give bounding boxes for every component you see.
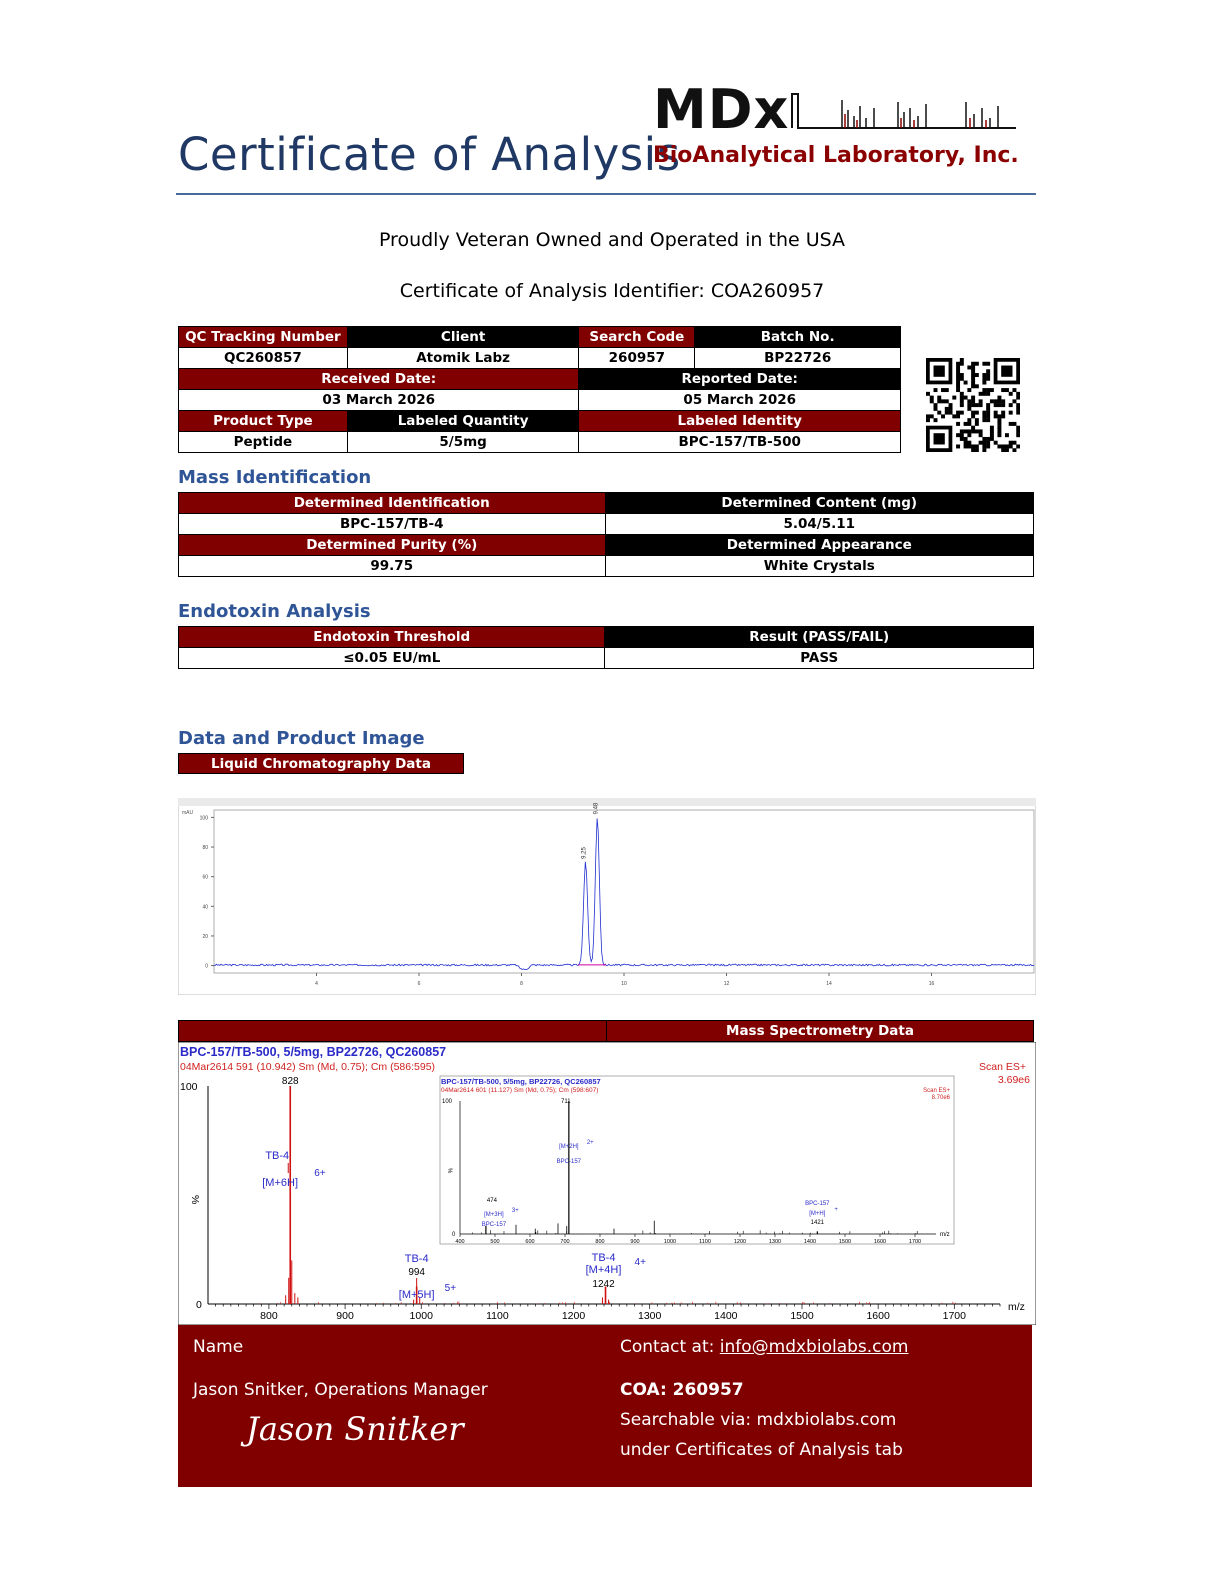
product-type-header: Product Type: [179, 411, 348, 432]
ms-inset-title: BPC-157/TB-500, 5/5mg, BP22726, QC260857: [441, 1077, 601, 1086]
data-section-heading: Data and Product Image: [178, 728, 425, 749]
endotoxin-heading: Endotoxin Analysis: [178, 601, 371, 622]
ms-inset-annotation-charge: 2+: [586, 1140, 594, 1146]
mass-spectrum: [178, 1042, 1036, 1325]
search-code-value: 260957: [579, 348, 695, 369]
client-header: Client: [347, 327, 579, 348]
ms-inset-subtitle: 04Mar2614 601 (11.127) Sm (Md, 0.75); Cm (598:607): [441, 1087, 599, 1094]
ms-peak-label: 828: [281, 1076, 299, 1087]
ms-data-bar: [178, 1020, 1034, 1042]
lc-y-tick-label: 80: [202, 845, 208, 852]
ms-inset-x-tick-label: 700: [560, 1239, 570, 1245]
ms-inset-annotation-ion: [M+2H]: [559, 1144, 579, 1150]
ms-inset-x-tick-label: 900: [630, 1239, 640, 1245]
mass-identification-heading: Mass Identification: [178, 467, 372, 488]
ms-peak-label: 1242: [592, 1279, 615, 1290]
ms-y-tick-label: 100: [180, 1081, 198, 1093]
ms-inset-x-tick-label: 1400: [803, 1239, 817, 1245]
determined-appearance-header: Determined Appearance: [605, 535, 1034, 556]
ms-x-tick-label: 1700: [942, 1310, 966, 1322]
ms-inset-y-tick-label: 0: [452, 1232, 456, 1238]
ms-inset-x-tick-label: 1600: [873, 1239, 887, 1245]
lc-x-tick-label: 14: [826, 981, 832, 987]
determined-content-value: 5.04/5.11: [605, 514, 1034, 535]
ms-x-tick-label: 1300: [638, 1310, 662, 1322]
ms-inset-annotation-charge: 3+: [511, 1208, 519, 1214]
result-header: Result (PASS/FAIL): [605, 627, 1034, 648]
ms-inset-x-tick-label: 1100: [699, 1239, 711, 1245]
labeled-identity-value: BPC-157/TB-500: [579, 432, 901, 453]
coa-identifier: Certificate of Analysis Identifier: COA260957: [399, 280, 825, 302]
ms-inset-x-tick-label: 1700: [908, 1239, 922, 1245]
endotoxin-threshold-value: ≤0.05 EU/mL: [179, 648, 605, 669]
lc-plot-area: [214, 810, 1034, 973]
ms-x-tick-label: 800: [260, 1310, 278, 1322]
ms-inset-x-tick-label: 1300: [768, 1239, 782, 1245]
signature-image: Jason Snitker: [246, 1410, 464, 1448]
batch-value: BP22726: [695, 348, 901, 369]
ms-inset-x-tick-label: 1000: [663, 1239, 677, 1245]
ms-inset-x-tick-label: 1200: [733, 1239, 747, 1245]
lc-data-label: Liquid Chromatography Data: [178, 753, 464, 774]
contact-line: [620, 1337, 908, 1357]
received-date-value: 03 March 2026: [179, 390, 579, 411]
ms-scan-value: 3.69e6: [997, 1074, 1030, 1086]
ms-inset-annotation-ion: [M+3H]: [484, 1212, 504, 1218]
ms-peak-label: 994: [408, 1267, 426, 1278]
ms-annotation-charge: 5+: [444, 1283, 457, 1294]
lc-y-tick-label: 0: [205, 963, 208, 970]
ms-subtitle: 04Mar2614 591 (10.942) Sm (Md, 0.75); Cm (586:595): [180, 1061, 436, 1073]
tagline: Proudly Veteran Owned and Operated in the USA: [378, 229, 846, 251]
header-divider: [176, 193, 1036, 195]
ms-x-tick-label: 1500: [790, 1310, 814, 1322]
determined-purity-value: 99.75: [179, 556, 606, 577]
determined-content-header: Determined Content (mg): [605, 493, 1034, 514]
signature-footer: [178, 1325, 1032, 1487]
product-type-value: Peptide: [179, 432, 348, 453]
company-name: BioAnalytical Laboratory, Inc.: [653, 143, 1019, 168]
determined-purity-header: Determined Purity (%): [179, 535, 606, 556]
contact-label: Contact at:: [620, 1337, 720, 1357]
ms-inset-scan-label: Scan ES+: [923, 1088, 950, 1094]
result-value: PASS: [605, 648, 1034, 669]
lc-y-tick-label: 20: [202, 933, 208, 940]
searchable-text: Searchable via: mdxbiolabs.com: [620, 1410, 897, 1430]
company-logo-text: MDx: [653, 78, 790, 141]
ms-x-tick-label: 1600: [866, 1310, 890, 1322]
lc-y-tick-label: 100: [199, 815, 208, 822]
client-value: Atomik Labz: [347, 348, 579, 369]
email-link[interactable]: info@mdxbiolabs.com: [719, 1337, 909, 1357]
lc-y-tick-label: 60: [202, 874, 208, 881]
certificates-tab-text: under Certificates of Analysis tab: [620, 1440, 903, 1460]
ms-inset: [440, 1076, 954, 1245]
lc-x-tick-label: 16: [928, 981, 935, 987]
ms-x-tick-label: 1100: [486, 1310, 509, 1322]
ms-x-tick-label: 1200: [561, 1310, 586, 1322]
ms-annotation-name: TB-4: [591, 1252, 616, 1264]
labeled-quantity-value: 5/5mg: [347, 432, 579, 453]
coa-number: COA: 260957: [620, 1380, 744, 1400]
ms-inset-annotation-name: BPC-157: [556, 1159, 582, 1165]
ms-inset-peak-label: 1421: [810, 1220, 825, 1226]
ms-annotation-charge: 4+: [634, 1257, 646, 1268]
determined-identification-header: Determined Identification: [179, 493, 606, 514]
name-label: Name: [193, 1337, 244, 1357]
ms-title: BPC-157/TB-500, 5/5mg, BP22726, QC260857: [180, 1045, 447, 1059]
qr-code-icon: [926, 358, 1020, 452]
lc-x-tick-label: 4: [315, 981, 318, 987]
sample-info-table: [178, 326, 901, 453]
ms-x-tick-label: 1400: [714, 1310, 738, 1322]
qc-tracking-header: QC Tracking Number: [179, 327, 348, 348]
signer-name: Jason Snitker, Operations Manager: [193, 1380, 488, 1400]
lc-y-label: mAU: [182, 810, 194, 816]
batch-header: Batch No.: [695, 327, 901, 348]
ms-inset-scan-value: 8.70e6: [931, 1095, 950, 1101]
determined-appearance-value: White Crystals: [605, 556, 1034, 577]
search-code-header: Search Code: [579, 327, 695, 348]
qc-tracking-value: QC260857: [179, 348, 348, 369]
document-title: Certificate of Analysis: [178, 128, 681, 181]
ms-inset-annotation-charge: +: [834, 1207, 838, 1213]
lc-header-strip: [178, 798, 1036, 806]
ms-inset-x-tick-label: 1500: [838, 1239, 852, 1245]
ms-inset-y-label: %: [446, 1168, 452, 1174]
lc-y-tick-label: 40: [202, 904, 208, 911]
ms-inset-x-label: m/z: [940, 1232, 950, 1238]
ms-data-label: Mass Spectrometry Data: [726, 1023, 914, 1039]
ms-x-label: m/z: [1008, 1301, 1025, 1313]
ms-scan-label: Scan ES+: [979, 1061, 1026, 1073]
ms-annotation-name: TB-4: [265, 1150, 290, 1162]
ms-inset-y-tick-label: 100: [442, 1099, 453, 1105]
received-date-header: Received Date:: [179, 369, 579, 390]
ms-y-label: %: [189, 1195, 201, 1205]
ms-annotation-ion: [M+4H]: [585, 1264, 622, 1276]
ms-inset-peak-label: 474: [486, 1198, 497, 1204]
determined-identification-value: BPC-157/TB-4: [179, 514, 606, 535]
ms-inset-x-tick-label: 500: [490, 1239, 500, 1245]
lc-x-tick-label: 6: [417, 981, 421, 987]
ms-inset-x-tick-label: 400: [455, 1239, 465, 1245]
ms-inset-annotation-ion: [M+H]: [809, 1211, 826, 1217]
endotoxin-table: [178, 626, 1034, 669]
ms-annotation-ion: [M+6H]: [262, 1177, 299, 1189]
ms-inset-frame: [440, 1076, 954, 1244]
labeled-identity-header: Labeled Identity: [579, 411, 901, 432]
ms-annotation-charge: 6+: [314, 1168, 326, 1179]
ms-annotation-ion: [M+5H]: [398, 1289, 435, 1301]
lc-peak-label: 9.48: [593, 802, 600, 815]
endotoxin-threshold-header: Endotoxin Threshold: [179, 627, 605, 648]
ms-y-tick-label: 0: [196, 1299, 202, 1311]
lc-x-tick-label: 10: [621, 981, 627, 987]
ms-inset-peak-label: 711: [561, 1099, 571, 1105]
ms-inset-x-tick-label: 800: [595, 1239, 605, 1245]
lc-x-tick-label: 12: [723, 981, 730, 987]
ms-inset-annotation-name: BPC-157: [481, 1222, 507, 1228]
lc-chromatogram: [178, 798, 1036, 995]
mass-identification-table: [178, 492, 1034, 577]
ms-inset-x-tick-label: 600: [525, 1239, 535, 1245]
logo-spectrum-icon: [790, 88, 1020, 133]
ms-x-tick-label: 900: [336, 1310, 354, 1322]
lc-peak-label: 9.25: [581, 847, 588, 859]
reported-date-header: Reported Date:: [579, 369, 901, 390]
reported-date-value: 05 March 2026: [579, 390, 901, 411]
ms-annotation-name: TB-4: [404, 1253, 429, 1265]
labeled-quantity-header: Labeled Quantity: [347, 411, 579, 432]
lc-x-tick-label: 8: [520, 981, 523, 987]
ms-x-tick-label: 1000: [409, 1310, 433, 1322]
ms-inset-annotation-name: BPC-157: [805, 1201, 830, 1207]
